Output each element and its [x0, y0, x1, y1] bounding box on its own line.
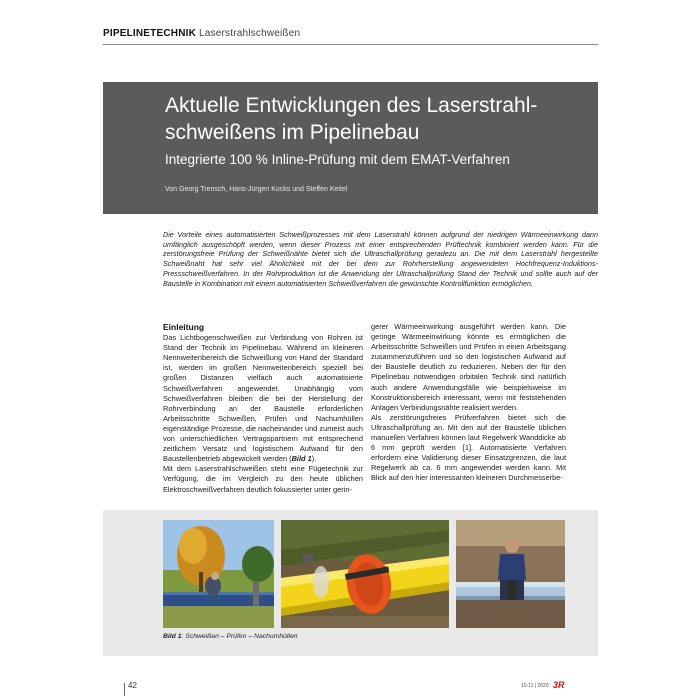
- body-column-2: [371, 322, 566, 484]
- figure-caption-text: : Schweißen – Prüfen – Nachumhüllen: [181, 633, 298, 640]
- article-abstract: Die Vorteile eines automatisierten Schweißprozesses mit dem Laserstrahl können aufgrund der niedrigen Wärmeeinwirkung dann umfänglich ausgeschöpft werden, wenn dieser Prozess mit einer entsprechenden Prüftechnik kombiniert werden kann. Für die zerstörungsfreie Prüfung der Schweißnähte bietet sich die Ultraschallprüfung geradezu an. Die mit dem Laserstrahl hergestellte Schweißnaht hat sehr viel Ähnlichkeit mit der bei dem zur Rohrherstellung angewendeten Hochfrequenz-Induktions-Pressschweißverfahren. In der Rohrproduktion ist die Anwendung der Ultraschallprüfung Stand der Technik und sollte auch auf der Baustelle in Kombination mit einem automatisierten Schweißverfahren die gewünschte Kontrollfunktion ermöglichen.: [163, 230, 598, 288]
- issue-label: 10-11 | 2020: [521, 683, 549, 689]
- paragraph: [163, 333, 363, 464]
- title-block: [103, 82, 598, 214]
- paragraph: gerer Wärmeeinwirkung ausgeführt werden kann. Die geringe Wärmeeinwirkung könnte es ermöglichen die Arbeitsschritte Schweißen und Prüfen in einen Arbeitsgang zusammenzuführen und so den logistischen Aufwand auf der Baustelle deutlich zu reduzieren. Neben der für den Pipelinebau notwendigen orbitalen Technik sind natürlich auch andere Anwendungsfälle wie beispielsweise im Konstruktionsbereich interessant, wenn mit feststehenden Anlagen Verbindungsnähte realisiert werden.: [371, 322, 566, 412]
- paragraph-text: Das Lichtbogenschweißen zur Verbindung von Rohren ist Stand der Technik im Pipelinebau. Während im kleineren Nennweitenbereich die Schweißung von Hand der Standard ist, werden im großen Nennweitenbereich speziell bei großen Distanzen vielfach auch automatisierte Schweißverfahren angewendet. Unabhängig vom Schweißverfahren bleiben die bei der Herstellung der Rohrverbindung an der Baustelle erforderlichen Arbeitsschritte Schweißen, Prüfen und Nachumhüllen eigenständige Prozesse, die nacheinander und zumeist auch von unterschiedlichen Vertragspartnern mit entsprechend zeitlichem Versatz und logistischem Aufwand für den Baustellenbetrieb abgewickelt werden (: [163, 333, 363, 464]
- title-line-2: schweißens im Pipelinebau: [165, 121, 420, 144]
- section-name: PIPELINETECHNIK: [103, 28, 197, 39]
- article-title: [165, 92, 588, 146]
- paragraph-text-end: ).: [311, 454, 317, 464]
- paragraph: Als zerstörungsfreies Prüfverfahren bietet sich die Ultraschallprüfung an. Mit den auf der Baustelle üblichen manuellen Verfahren können laut Regelwerk Wanddicke ab 6 mm geprüft werden [1]. Automatisierte Verfahren erfordern eine Validierung dieser Einsatzgrenzen, die laut Regelwerk ab ca. 6 mm angewendet werden kann. Mit Blick auf den hier interessanten kleineren Durchmesserbe-: [371, 412, 566, 483]
- section-topic: Laserstrahlschweißen: [199, 28, 301, 39]
- figure-label: Bild 1: [163, 633, 182, 640]
- body-column-1: [163, 322, 363, 495]
- figure-caption: [163, 633, 298, 640]
- section-heading: Einleitung: [163, 322, 205, 332]
- photo-coating: [456, 520, 565, 628]
- article-subtitle: Integrierte 100 % Inline-Prüfung mit dem EMAT-Verfahren: [165, 152, 510, 167]
- title-line-1: Aktuelle Entwicklungen des Laserstrahl-: [165, 94, 538, 117]
- article-authors: Von Georg Trensch, Hans-Jürgen Kocks und Steffen Keitel: [165, 186, 348, 193]
- journal-logo: 3R: [553, 680, 565, 690]
- photo-testing: [281, 520, 449, 628]
- section-label: [103, 28, 300, 39]
- running-header: [103, 24, 598, 45]
- photo-welding: [163, 520, 274, 628]
- page-number: 42: [128, 681, 137, 690]
- paragraph: Mit dem Laserstrahlschweißen steht eine Fügetechnik zur Verfügung, die im Vergleich zu den heute üblichen Elektroschweißverfahren deutlich fokussierter unter gerin-: [163, 464, 363, 494]
- figure-reference: Bild 1: [291, 454, 312, 464]
- footer-divider: [124, 683, 125, 696]
